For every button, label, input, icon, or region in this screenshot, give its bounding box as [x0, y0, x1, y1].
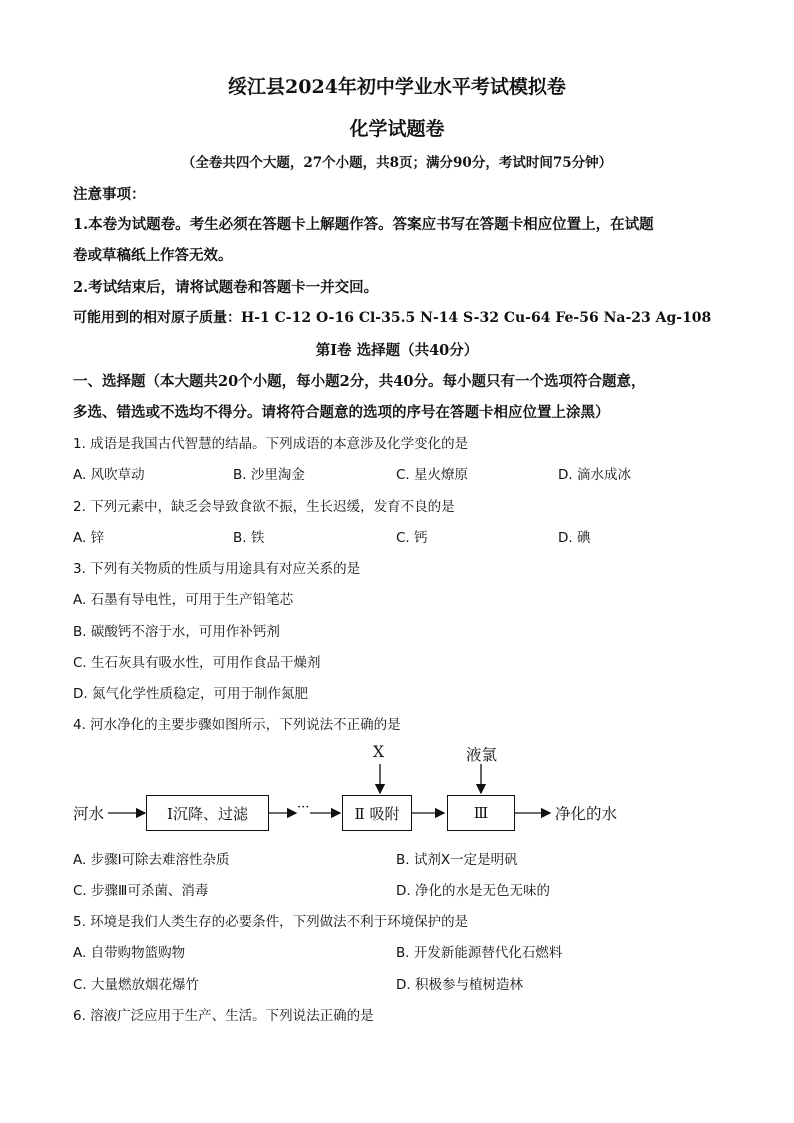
- ellipsis: ···: [297, 800, 310, 815]
- question-4-option-a: A. 步骤Ⅰ可除去难溶性杂质: [73, 852, 230, 868]
- question-3-option-c: C. 生石灰具有吸水性，可用作食品干燥剂: [73, 655, 321, 671]
- step1-label: Ⅰ沉降、过滤: [167, 804, 248, 823]
- step3-box: [447, 795, 515, 831]
- question-2-option-b: B. 铁: [233, 530, 265, 546]
- question-2-option-d: D. 碘: [558, 530, 591, 546]
- notice-heading: 注意事项：: [73, 186, 146, 203]
- question-4-option-c: C. 步骤Ⅲ可杀菌、消毒: [73, 883, 209, 899]
- section-instructions-2: 多选、错选或不选均不得分。请将符合题意的选项的序号在答题卡相应位置上涂黑）: [73, 404, 610, 421]
- question-5-option-a: A. 自带购物篮购物: [73, 945, 186, 961]
- step2-box: [342, 795, 412, 831]
- reagent-x-label: X: [373, 743, 385, 761]
- question-6-stem: 6. 溶液广泛应用于生产、生活。下列说法正确的是: [73, 1008, 374, 1024]
- page-subtitle: 化学试题卷: [349, 118, 445, 140]
- atomic-masses: 可能用到的相对原子质量：H-1 C-12 O-16 Cl-35.5 N-14 S-32 Cu-64 Fe-56 Na-23 Ag-108: [73, 310, 712, 326]
- question-5-option-b: B. 开发新能源替代化石燃料: [396, 945, 563, 961]
- reagent-cl-label: 液氯: [466, 746, 498, 764]
- question-1-option-d: D. 滴水成冰: [558, 467, 631, 483]
- question-5-option-d: D. 积极参与植树造林: [396, 977, 523, 993]
- step2-label: Ⅱ 吸附: [354, 804, 400, 823]
- page-title: 绥江县2024年初中学业水平考试模拟卷: [228, 76, 566, 98]
- question-4-option-d: D. 净化的水是无色无味的: [396, 883, 550, 899]
- question-2-option-c: C. 钙: [396, 530, 428, 546]
- question-2-stem: 2. 下列元素中，缺乏会导致食欲不振，生长迟缓，发育不良的是: [73, 499, 455, 515]
- purification-flow-diagram: [0, 740, 794, 840]
- question-4-stem: 4. 河水净化的主要步骤如图所示，下列说法不正确的是: [73, 717, 401, 733]
- question-1-option-a: A. 风吹草动: [73, 467, 145, 483]
- question-1-option-b: B. 沙里淘金: [233, 467, 305, 483]
- output-label: 净化的水: [555, 805, 618, 823]
- input-label: 河水: [73, 805, 105, 823]
- question-5-option-c: C. 大量燃放烟花爆竹: [73, 977, 200, 993]
- question-3-option-d: D. 氮气化学性质稳定，可用于制作氮肥: [73, 686, 308, 702]
- question-3-option-b: B. 碳酸钙不溶于水，可用作补钙剂: [73, 624, 280, 640]
- exam-info: （全卷共四个大题，27个小题，共8页；满分90分，考试时间75分钟）: [181, 155, 613, 171]
- question-1-stem: 1. 成语是我国古代智慧的结晶。下列成语的本意涉及化学变化的是: [73, 436, 469, 452]
- question-3-stem: 3. 下列有关物质的性质与用途具有对应关系的是: [73, 561, 361, 577]
- step3-label: Ⅲ: [473, 804, 489, 822]
- section-instructions-1: 一、选择题（本大题共20个小题，每小题2分，共40分。每小题只有一个选项符合题意，: [73, 373, 646, 390]
- part1-heading: 第Ⅰ卷 选择题（共40分）: [315, 342, 479, 359]
- question-5-stem: 5. 环境是我们人类生存的必要条件，下列做法不利于环境保护的是: [73, 914, 469, 930]
- notice-item-2: 2.考试结束后，请将试题卷和答题卡一并交回。: [73, 279, 379, 296]
- step1-box: [146, 795, 269, 831]
- question-3-option-a: A. 石墨有导电性，可用于生产铅笔芯: [73, 592, 294, 608]
- question-4-option-b: B. 试剂X一定是明矾: [396, 852, 518, 868]
- notice-item-1-cont: 卷或草稿纸上作答无效。: [73, 247, 233, 264]
- question-2-option-a: A. 锌: [73, 530, 105, 546]
- question-1-option-c: C. 星火燎原: [396, 467, 469, 483]
- notice-item-1: 1.本卷为试题卷。考生必须在答题卡上解题作答。答案应书写在答题卡相应位置上，在试题: [73, 216, 654, 233]
